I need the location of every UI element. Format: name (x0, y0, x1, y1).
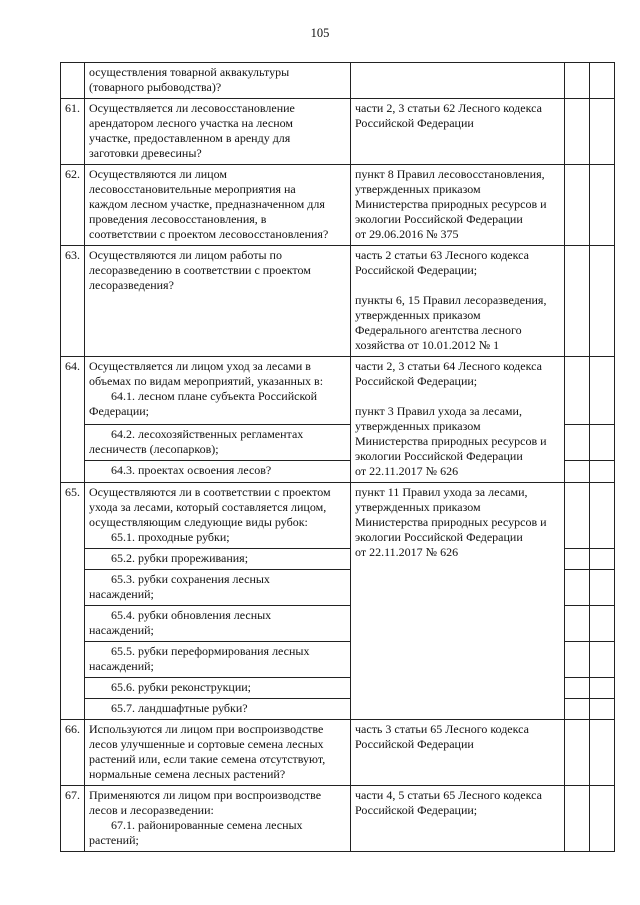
question-cell: 65.3. рубки сохранения лесных насаждений; (85, 570, 351, 606)
question-cell (85, 678, 351, 699)
subitem: 65.4. рубки обновления лесных (111, 608, 272, 622)
answer-cell (590, 165, 615, 246)
table-row (61, 99, 615, 165)
subitem: 64.2. лесохозяйственных регламентах (111, 426, 304, 441)
subitem: 65.3. рубки сохранения лесных (111, 572, 270, 586)
answer-cell (565, 678, 590, 699)
row-number: 64. (61, 357, 85, 483)
table-row (61, 246, 615, 357)
question-cell (85, 461, 351, 483)
reference-cell: часть 2 статьи 63 Лесного кодекса Российской Федерации; пункты 6, 15 Правил лесоразведения, утвержденных приказом Федерального агентства лесного хозяйства от 10.01.2012 № 1 (351, 246, 565, 357)
table-row (61, 63, 615, 99)
answer-cell (590, 357, 615, 425)
subitem: 64.3. проектах освоения лесов? (111, 463, 272, 478)
reference-cell: пункт 8 Правил лесовосстановления, утвержденных приказом Министерства природных ресурсов и экологии Российской Федерации от 29.06.2016 № 375 (351, 165, 565, 246)
answer-cell (590, 606, 615, 642)
reference-cell: части 2, 3 статьи 62 Лесного кодекса Российской Федерации (351, 99, 565, 165)
question-cell: Применяются ли лицом при воспроизводстве лесов и лесоразведении: 67.1. районированные семена лесных растений; (85, 786, 351, 852)
table-row (61, 165, 615, 246)
row-number: 66. (61, 720, 85, 786)
question-cell: Осуществляются ли в соответствии с проектом ухода за лесами, который составляется лицом, осуществляющим следующие виды рубок: 65.1. проходные рубки; (85, 483, 351, 549)
answer-cell (590, 424, 615, 461)
answer-cell (590, 786, 615, 852)
answer-cell (565, 461, 590, 483)
subitem: 65.6. рубки реконструкции; (111, 680, 251, 694)
answer-cell (590, 699, 615, 720)
page-number: 105 (310, 26, 330, 40)
answer-cell (590, 678, 615, 699)
question-cell (85, 699, 351, 720)
answer-cell (565, 699, 590, 720)
subitem: 64.1. лесном плане субъекта Российской (111, 389, 318, 403)
answer-cell (565, 786, 590, 852)
answer-cell (565, 424, 590, 461)
question-cell: Осуществляются ли лицом лесовосстановительные мероприятия на каждом лесном участке, предназначенном для проведения лесовосстановления, в соответствии с проектом лесовосстановления? (85, 165, 351, 246)
question-cell: Осуществляется ли лицом уход за лесами в объемах по видам мероприятий, указанных в: 64.1. лесном плане субъекта Российской Федерации; (85, 357, 351, 425)
answer-cell (565, 570, 590, 606)
reference-cell: части 4, 5 статьи 65 Лесного кодекса Российской Федерации; (351, 786, 565, 852)
table-row (61, 357, 615, 425)
question-cell: Осуществляется ли лесовосстановление арендатором лесного участка на лесном участке, предоставленном в аренду для заготовки древесины? (85, 99, 351, 165)
answer-cell (565, 720, 590, 786)
question-cell: Осуществляются ли лицом работы по лесоразведению в соответствии с проектом лесоразведения? (85, 246, 351, 357)
row-number: 61. (61, 99, 85, 165)
answer-cell (565, 357, 590, 425)
reference-cell: части 2, 3 статьи 64 Лесного кодекса Российской Федерации; пункт 3 Правил ухода за лесами, утвержденных приказом Министерства природных ресурсов и экологии Российской Федерации от 22.11.2017 № 626 (351, 357, 565, 483)
subitem: 65.7. ландшафтные рубки? (111, 701, 248, 715)
answer-cell (590, 63, 615, 99)
answer-cell (590, 570, 615, 606)
subitem: 67.1. районированные семена лесных (111, 818, 303, 832)
answer-cell (565, 99, 590, 165)
subitem: 65.5. рубки переформирования лесных (111, 644, 310, 658)
answer-cell (590, 549, 615, 570)
answer-cell (590, 461, 615, 483)
question-cell: 65.5. рубки переформирования лесных насаждений; (85, 642, 351, 678)
answer-cell (590, 246, 615, 357)
answer-cell (565, 165, 590, 246)
question-cell (85, 549, 351, 570)
reference-cell: пункт 11 Правил ухода за лесами, утвержденных приказом Министерства природных ресурсов и экологии Российской Федерации от 22.11.2017 № 626 (351, 483, 565, 720)
answer-cell (590, 99, 615, 165)
question-cell: осуществления товарной аквакультуры (товарного рыбоводства)? (85, 63, 351, 99)
table-row (61, 720, 615, 786)
answer-cell (590, 642, 615, 678)
table-row (61, 483, 615, 549)
answer-cell (565, 549, 590, 570)
row-number (61, 63, 85, 99)
reference-cell: часть 3 статьи 65 Лесного кодекса Российской Федерации (351, 720, 565, 786)
answer-cell (565, 483, 590, 549)
answer-cell (565, 63, 590, 99)
answer-cell (565, 642, 590, 678)
row-number: 63. (61, 246, 85, 357)
question-cell: 64.2. лесохозяйственных регламентах лесничеств (лесопарков); (85, 424, 351, 461)
answer-cell (565, 606, 590, 642)
reference-cell (351, 63, 565, 99)
row-number: 67. (61, 786, 85, 852)
question-cell: Используются ли лицом при воспроизводстве лесов улучшенные и сортовые семена лесных растений или, если такие семена отсутствуют, нормальные семена лесных растений? (85, 720, 351, 786)
answer-cell (565, 246, 590, 357)
answer-cell (590, 483, 615, 549)
row-number: 65. (61, 483, 85, 720)
row-number: 62. (61, 165, 85, 246)
answer-cell (590, 720, 615, 786)
question-cell: 65.4. рубки обновления лесных насаждений; (85, 606, 351, 642)
checklist-table (60, 62, 615, 852)
subitem: 65.1. проходные рубки; (111, 530, 230, 544)
subitem: 65.2. рубки прореживания; (111, 551, 249, 565)
table-row (61, 786, 615, 852)
